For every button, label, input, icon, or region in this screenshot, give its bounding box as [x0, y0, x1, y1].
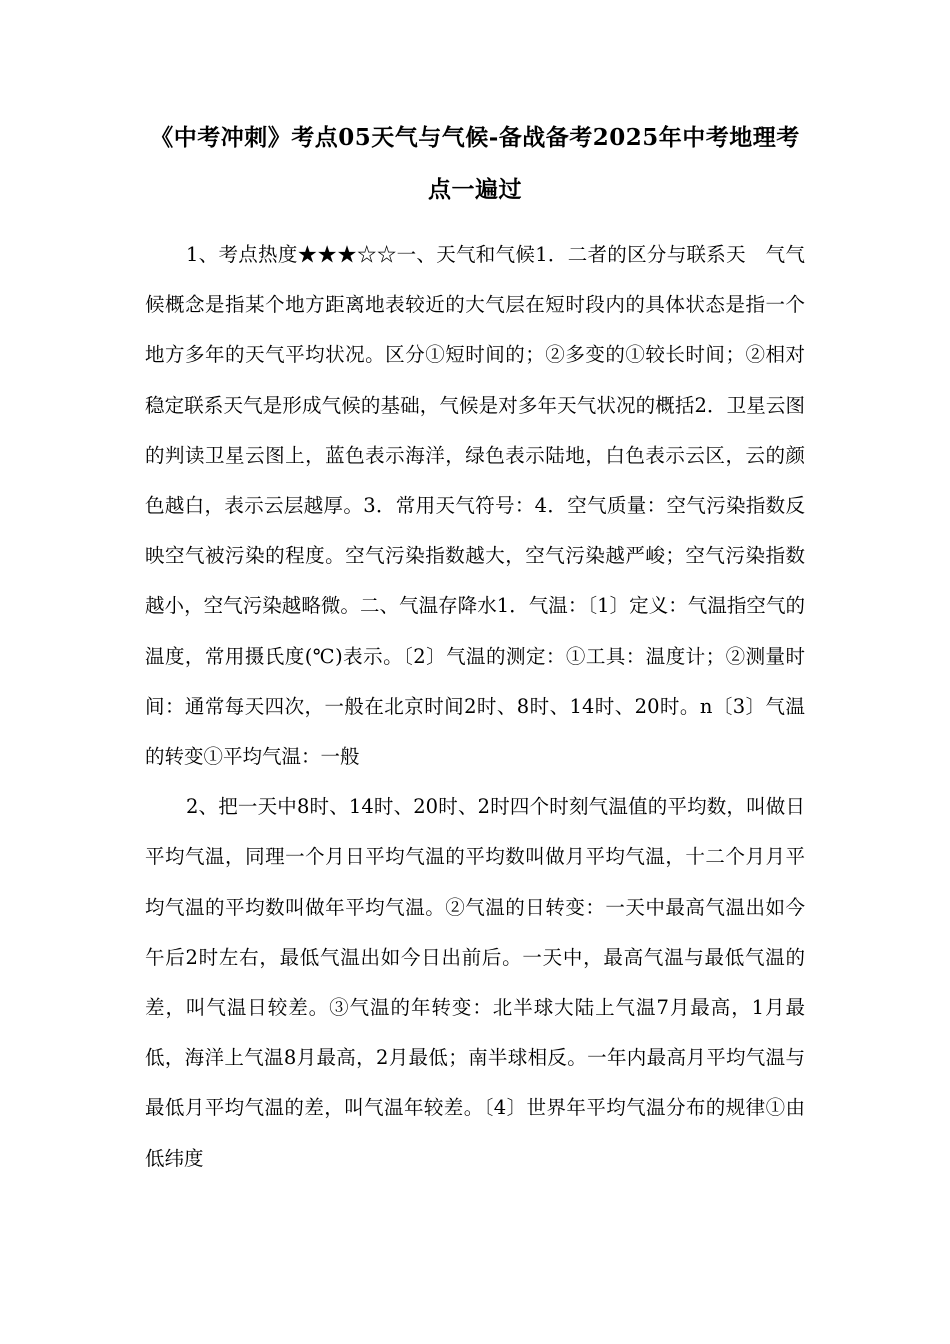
- paragraph-1: 1、考点热度★★★☆☆一、天气和气候1．二者的区分与联系天 气气 候概念是指某个地方距离地表较近的大气层在短时段内的具体状态是指一个地方多年的天气平均状况。区分①短时间的；②多变的①较长时间；②相对稳定联系天气是形成气候的基础，气候是对多年天气状况的概括2．卫星云图的判读卫星云图上，蓝色表示海洋，绿色表示陆地，白色表示云区，云的颜色越白，表示云层越厚。3．常用天气符号：4．空气质量：空气污染指数反映空气被污染的程度。空气污染指数越大，空气污染越严峻；空气污染指数越小，空气污染越略微。二、气温存降水1．气温：〔1〕定义：气温指空气的温度，常用摄氏度(℃)表示。〔2〕气温的测定：①工具：温度计；②测量时间：通常每天四次，一般在北京时间2时、8时、14时、20时。n〔3〕气温的转变①平均气温：一般: [145, 243, 825, 769]
- document-title: 《中考冲刺》考点05天气与气候-备战备考2025年中考地理考点一遍过: [150, 124, 800, 203]
- document-body: [145, 230, 825, 1184]
- paragraph-2: 2、把一天中8时、14时、20时、2时四个时刻气温值的平均数，叫做日平均气温，同理一个月日平均气温的平均数叫做月平均气温，十二个月月平均气温的平均数叫做年平均气温。②气温的日转变：一天中最高气温出如今午后2时左右，最低气温出如今日出前后。一天中，最高气温与最低气温的差，叫气温日较差。③气温的年转变：北半球大陆上气温7月最高，1月最低，海洋上气温8月最高，2月最低；南半球相反。一年内最高月平均气温与最低月平均气温的差，叫气温年较差。〔4〕世界年平均气温分布的规律①由低纬度: [145, 795, 805, 1170]
